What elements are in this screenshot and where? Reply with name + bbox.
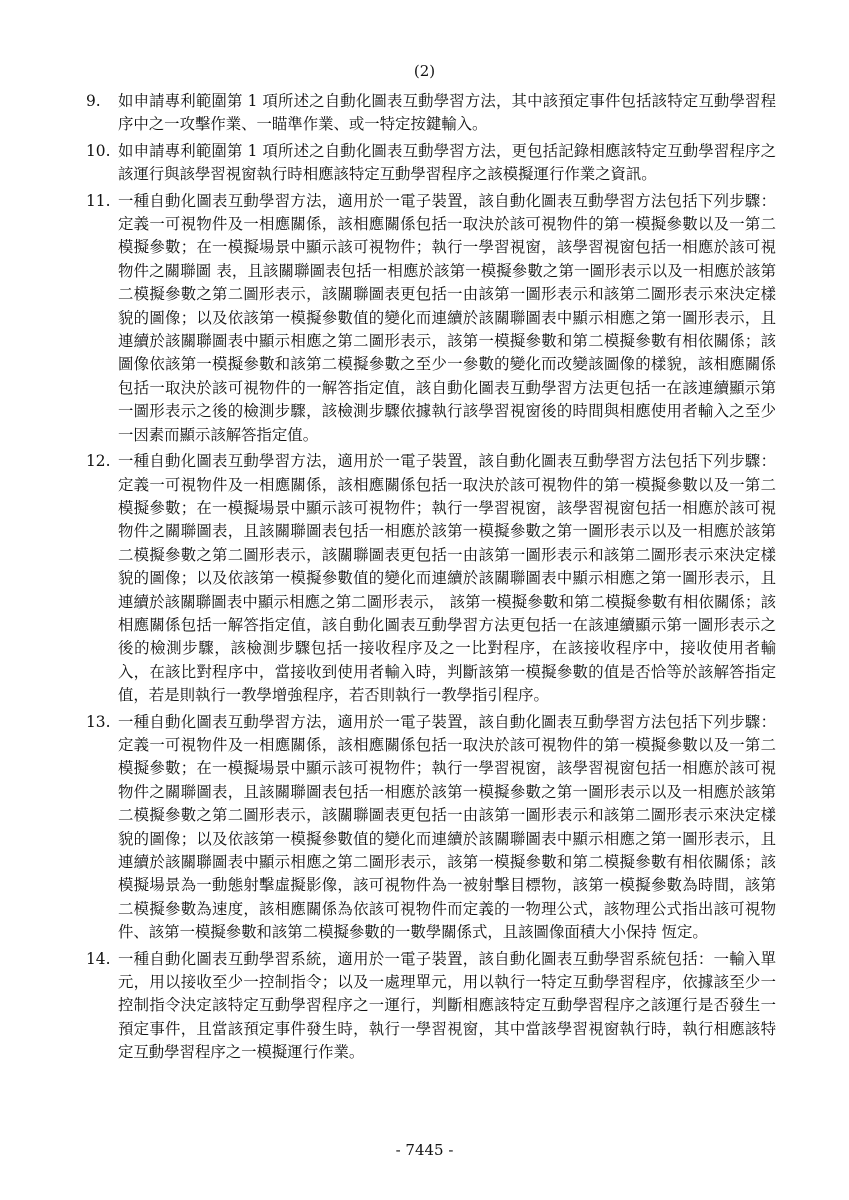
claims-list: [86, 90, 776, 1068]
claim-number: 14.: [86, 949, 111, 968]
page-top-number: (2): [413, 62, 436, 80]
claim-text: 一種自動化圖表互動學習方法，適用於一電子裝置，該自動化圖表互動學習方法包括下列步驟：定義一可視物件及一相應關係，該相應關係包括一取決於該可視物件的第一模擬參數以及一第二模擬參數；在一模擬場景中顯示該可視物件；執行一學習視窗，該學習視窗包括一相應於該可視物件之關聯圖 表，且該關聯圖表包括一相應於該第一模擬參數之第一圖形表示以及一相應於該第二模擬參數之第二圖形表示，該關聯圖表更包括一由該第一圖形表示和該第二圖形表示來決定樣貌的圖像；以及依該第一模擬參數值的變化而連續於該關聯圖表中顯示相應之第一圖形表示，且連續於該關聯圖表中顯示相應之第二圖形表示，該第一模擬參數和第二模擬參數有相依關係；該圖像依該第一模擬參數和該第二模擬參數之至少一參數的變化而改變該圖像的樣貌，該相應關係包括一取決於該可視物件的一解答指定值，該自動化圖表互動學習方法更包括一在該連續顯示第一圖形表示之後的檢測步驟，該檢測步驟依據執行該學習視窗後的時間與相應使用者輸入之至少一因素而顯示該解答指定值。: [118, 191, 776, 444]
claim-text: 一種自動化圖表互動學習方法，適用於一電子裝置，該自動化圖表互動學習方法包括下列步驟：定義一可視物件及一相應關係，該相應關係包括一取決於該可視物件的第一模擬參數以及一第二模擬參數；在一模擬場景中顯示該可視物件；執行一學習視窗，該學習視窗包括一相應於該可視物件之關聯圖表，且該關聯圖表包括一相應於該第一模擬參數之第一圖形表示以及一相應於該第二模擬參數之第二圖形表示，該關聯圖表更包括一由該第一圖形表示和該第二圖形表示來決定樣貌的圖像；以及依該第一模擬參數值的變化而連續於該關聯圖表中顯示相應之第一圖形表示，且連續於該關聯圖表中顯示相應之第二圖形表示， 該第一模擬參數和第二模擬參數有相依關係；該相應關係包括一解答指定值，該自動化圖表互動學習方法更包括一在該連續顯示第一圖形表示之後的檢測步驟，該檢測步驟包括一接收程序及之一比對程序，在該接收程序中，接收使用者輸入，在該比對程序中，當接收到使用者輸入時，判斷該第一模擬參數的值是否恰等於該解答指定值，若是則執行一教學增強程序，若否則執行一教學指引程序。: [118, 452, 776, 705]
claim-11: [86, 190, 776, 447]
claim-text: 一種自動化圖表互動學習系統，適用於一電子裝置，該自動化圖表互動學習系統包括：一輸入單元，用以接收至少一控制指令；以及一處理單元，用以執行一特定互動學習程序，依據該至少一控制指令決定該特定互動學習程序之一運行，判斷相應該特定互動學習程序之該運行是否發生一預定事件，且當該預定事件發生時，執行一學習視窗，其中當該學習視窗執行時，執行相應該特定互動學習程序之一模擬運行作業。: [118, 949, 776, 1062]
claim-text: 一種自動化圖表互動學習方法，適用於一電子裝置，該自動化圖表互動學習方法包括下列步驟：定義一可視物件及一相應關係，該相應關係包括一取決於該可視物件的第一模擬參數以及一第二模擬參數；在一模擬場景中顯示該可視物件；執行一學習視窗，該學習視窗包括一相應於該可視物件之關聯圖表，且該關聯圖表包括一相應於該第一模擬參數之第一圖形表示以及一相應於該第二模擬參數之第二圖形表示，該關聯圖表更包括一由該第一圖形表示和該第二圖形表示來決定樣貌的圖像；以及依該第一模擬參數值的變化而連續於該關聯圖表中顯示相應之第一圖形表示，且連續於該關聯圖表中顯示相應之第二圖形表示，該第一模擬參數和第二模擬參數有相依關係；該模擬場景為一動態射擊虛擬影像，該可視物件為一被射擊目標物，該第一模擬參數為時間，該第二模擬參數為速度，該相應關係為依該可視物件而定義的一物理公式，該物理公式指出該可視物件、該第一模擬參數和該第二模擬參數的一數學關係式，且該圖像面積大小保持 恆定。: [118, 712, 776, 942]
claim-13: [86, 711, 776, 945]
claim-number: 9.: [86, 92, 101, 110]
claim-10: [86, 140, 776, 187]
claim-number: 10.: [86, 141, 111, 160]
claim-text: 如申請專利範圍第 1 項所述之自動化圖表互動學習方法，其中該預定事件包括該特定互動學習程序中之一攻擊作業、一瞄準作業、或一特定按鍵輸入。: [118, 92, 776, 134]
claim-14: [86, 948, 776, 1065]
claim-12: [86, 450, 776, 707]
claim-number: 12.: [86, 452, 111, 471]
claim-text: 如申請專利範圍第 1 項所述之自動化圖表互動學習方法，更包括記錄相應該特定互動學習程序之該運行與該學習視窗執行時相應該特定互動學習程序之該模擬運行作業之資訊。: [118, 141, 776, 184]
claim-number: 11.: [86, 191, 111, 210]
claim-number: 13.: [86, 712, 111, 731]
claim-9: [86, 90, 776, 137]
page-bottom-number: - 7445 -: [395, 1141, 454, 1159]
